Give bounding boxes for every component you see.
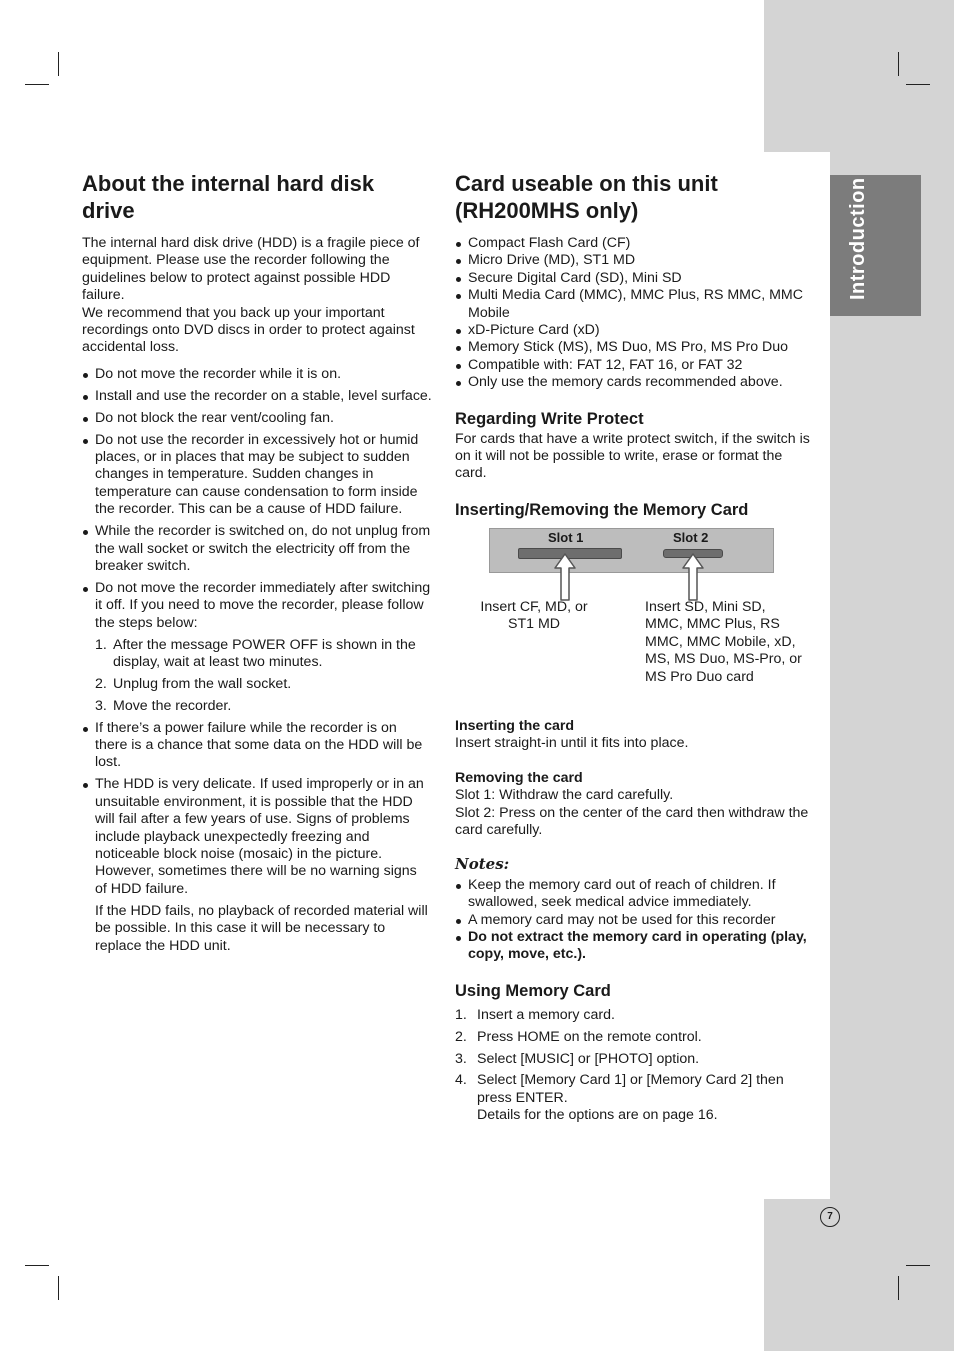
list-item: Do not use the recorder in excessively hot or humid places, or in places that may be subject to sudden changes in temperature. Sudden changes in temperature can cause condensation to form inside the recorder. This can be a cause of HDD failure. xyxy=(82,432,432,519)
list-item: If there’s a power failure while the recorder is on there is a chance that some data on the HDD will be lost. xyxy=(82,720,432,772)
notes-list xyxy=(455,877,810,964)
step-number: 2. xyxy=(455,1028,467,1045)
section-tab-label: Introduction xyxy=(847,177,869,300)
step-item xyxy=(95,637,432,672)
step-item xyxy=(95,676,432,693)
move-steps-list xyxy=(95,637,432,716)
step-number: 1. xyxy=(95,636,107,653)
step-text: Press HOME on the remote control. xyxy=(477,1028,702,1045)
card-title: Card useable on this unit (RH200MHS only) xyxy=(455,171,718,223)
removing-card-heading: Removing the card xyxy=(455,769,583,786)
removing-slot2-text: Slot 2: Press on the center of the card then withdraw the card carefully. xyxy=(455,804,809,838)
inserting-card-text: Insert straight-in until it fits into place. xyxy=(455,735,689,752)
step-item xyxy=(455,1007,810,1024)
list-item: xD-Picture Card (xD) xyxy=(455,322,810,339)
step-item xyxy=(455,1029,810,1046)
hdd-precautions-list xyxy=(82,366,432,955)
list-item: Compact Flash Card (CF) xyxy=(455,235,810,252)
section-tab xyxy=(830,175,921,316)
step-text: After the message POWER OFF is shown in the display, wait at least two minutes. xyxy=(113,636,416,670)
slot1-caption: Insert CF, MD, or ST1 MD xyxy=(480,598,588,633)
memory-card-section xyxy=(455,170,810,1129)
notes-title: Notes: xyxy=(455,855,510,874)
step-number: 3. xyxy=(95,697,107,714)
slot1-arrow-icon xyxy=(553,552,577,602)
step-number: 2. xyxy=(95,675,107,692)
step-text: Move the recorder. xyxy=(113,697,232,714)
step-item xyxy=(455,1051,810,1068)
write-protect-heading: Regarding Write Protect xyxy=(455,409,644,428)
list-item xyxy=(82,580,432,715)
list-item: Do not block the rear vent/cooling fan. xyxy=(82,410,432,427)
crop-mark xyxy=(58,1276,59,1300)
inserting-card-heading: Inserting the card xyxy=(455,717,575,734)
list-item-text: Do not move the recorder immediately after switching it off. If you need to move the recorder, please follow the steps below: xyxy=(95,579,431,631)
crop-mark xyxy=(906,84,930,85)
step-text: Select [Memory Card 1] or [Memory Card 2] then press ENTER. xyxy=(477,1072,784,1106)
list-item: Memory Stick (MS), MS Duo, MS Pro, MS Pro Duo xyxy=(455,339,810,356)
list-item: Only use the memory cards recommended above. xyxy=(455,374,810,391)
hdd-section xyxy=(82,170,432,959)
list-item: Do not move the recorder while it is on. xyxy=(82,366,432,383)
step-text: Insert a memory card. xyxy=(477,1006,615,1023)
step-number: 1. xyxy=(455,1006,467,1023)
list-item: Keep the memory card out of reach of children. If swallowed, seek medical advice immediately. xyxy=(455,877,810,912)
hdd-backup-paragraph: We recommend that you back up your important recordings onto DVD discs in order to protect against accidental loss. xyxy=(82,304,415,356)
insert-remove-heading: Inserting/Removing the Memory Card xyxy=(455,500,749,519)
removing-slot1-text: Slot 1: Withdraw the card carefully. xyxy=(455,787,674,804)
crop-mark xyxy=(58,52,59,76)
list-item-text: The HDD is very delicate. If used improperly or in an unsuitable environment, it is possible that the HDD will fail after a few years of use. Signs of problems include playback unexpectedly freezing and noticeable block noise (mosaic) in the picture. However, sometimes there will be no warning signs of HDD failure. xyxy=(95,776,424,897)
list-item: Micro Drive (MD), ST1 MD xyxy=(455,252,810,269)
list-item: Install and use the recorder on a stable, level surface. xyxy=(82,388,432,405)
list-item: While the recorder is switched on, do not unplug from the wall socket or switch the electricity off from the breaker switch. xyxy=(82,523,432,575)
hdd-title: About the internal hard disk drive xyxy=(82,171,375,223)
step-number: 4. xyxy=(455,1072,467,1089)
step-item xyxy=(455,1072,810,1124)
write-protect-text: For cards that have a write protect switch, if the switch is on it will not be possible to write, erase or format the card. xyxy=(455,430,810,482)
list-item: Do not extract the memory card in operating (play, copy, move, etc.). xyxy=(455,929,810,964)
hdd-intro-paragraph: The internal hard disk drive (HDD) is a fragile piece of equipment. Please use the recorder following the guidelines below to protect against possible HDD failure. xyxy=(82,235,420,304)
step-text: Unplug from the wall socket. xyxy=(113,675,292,692)
list-item xyxy=(82,776,432,955)
using-card-steps xyxy=(455,1007,810,1125)
slot2-caption: Insert SD, Mini SD, MMC, MMC Plus, RS MMC, MMC Mobile, xD, MS, MS Duo, MS-Pro, or MS Pro Duo card xyxy=(645,598,802,685)
slot2-arrow-icon xyxy=(681,552,705,602)
slot1-label: Slot 1 xyxy=(548,529,584,545)
supported-cards-list xyxy=(455,235,810,392)
crop-mark xyxy=(25,84,49,85)
step-text: Select [MUSIC] or [PHOTO] option. xyxy=(477,1050,700,1067)
step-item xyxy=(95,698,432,715)
list-item: Multi Media Card (MMC), MMC Plus, RS MMC, MMC Mobile xyxy=(455,287,810,322)
list-item: Secure Digital Card (SD), Mini SD xyxy=(455,270,810,287)
step-detail: Details for the options are on page 16. xyxy=(477,1107,718,1124)
page-number: 7 xyxy=(820,1207,840,1227)
hdd-failure-note: If the HDD fails, no playback of recorded material will be possible. In this case it will be necessary to replace the HDD unit. xyxy=(95,902,428,954)
list-item: A memory card may not be used for this recorder xyxy=(455,912,810,929)
slot2-label: Slot 2 xyxy=(673,529,709,545)
list-item: Compatible with: FAT 12, FAT 16, or FAT 32 xyxy=(455,357,810,374)
crop-mark xyxy=(898,52,899,76)
card-slot-diagram xyxy=(455,528,805,708)
crop-mark xyxy=(906,1265,930,1266)
crop-mark xyxy=(898,1276,899,1300)
step-number: 3. xyxy=(455,1050,467,1067)
crop-mark xyxy=(25,1265,49,1266)
using-card-heading: Using Memory Card xyxy=(455,981,611,1000)
